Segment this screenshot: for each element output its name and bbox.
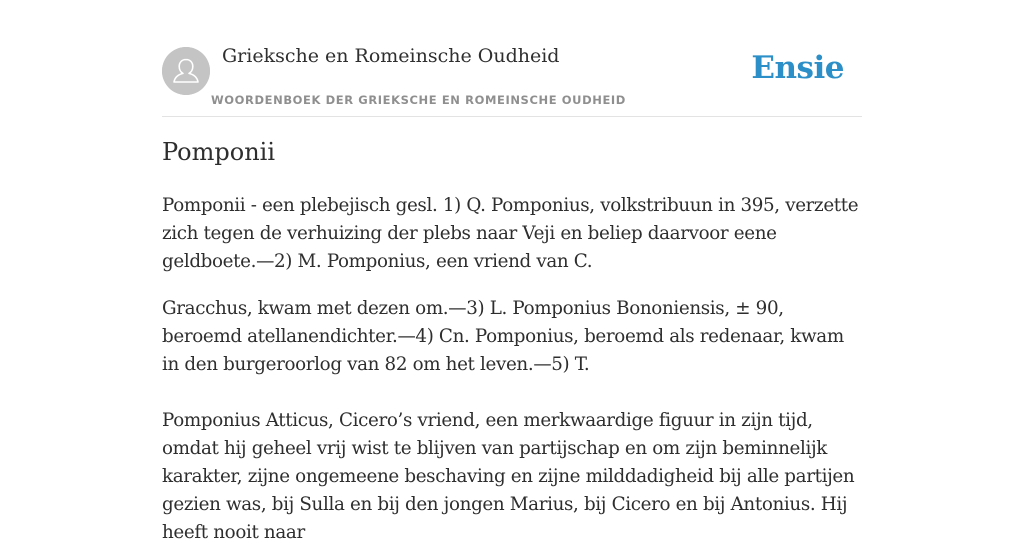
entry-header (162, 0, 862, 117)
entry-title: Pomponii (162, 138, 276, 166)
avatar[interactable] (162, 47, 210, 95)
entry-paragraph-3: Pomponius Atticus, Cicero’s vriend, een merkwaardige figuur in zijn tijd, omdat hij geheel vrij wist te blijven van partijschap en om zijn beminnelijk karakter, zijne ongemeene beschaving en zijne milddadigheid bij alle partijen gezien was, bij Sulla en bij den jongen Marius, bij Cicero en bij Antonius. Hij heeft nooit naar (162, 410, 855, 543)
entry-paragraph-2: Gracchus, kwam met dezen om.—3) L. Pomponius Bononiensis, ± 90, beroemd atellanendichter.—4) Cn. Pomponius, beroemd als redenaar, kwam in den burgeroorlog van 82 om het leven.—5) T. (162, 298, 844, 375)
source-subtitle[interactable]: WOORDENBOEK DER GRIEKSCHE EN ROMEINSCHE OUDHEID (211, 93, 626, 107)
source-title[interactable]: Grieksche en Romeinsche Oudheid (222, 45, 560, 67)
user-silhouette-icon (162, 47, 210, 95)
page (162, 0, 862, 543)
brand-logo[interactable]: Ensie (751, 50, 844, 86)
entry-paragraph-1: Pomponii - een plebejisch gesl. 1) Q. Pomponius, volkstribuun in 395, verzette zich tegen de verhuizing der plebs naar Veji en beliep daarvoor eene geldboete.—2) M. Pomponius, een vriend van C. (162, 195, 859, 272)
